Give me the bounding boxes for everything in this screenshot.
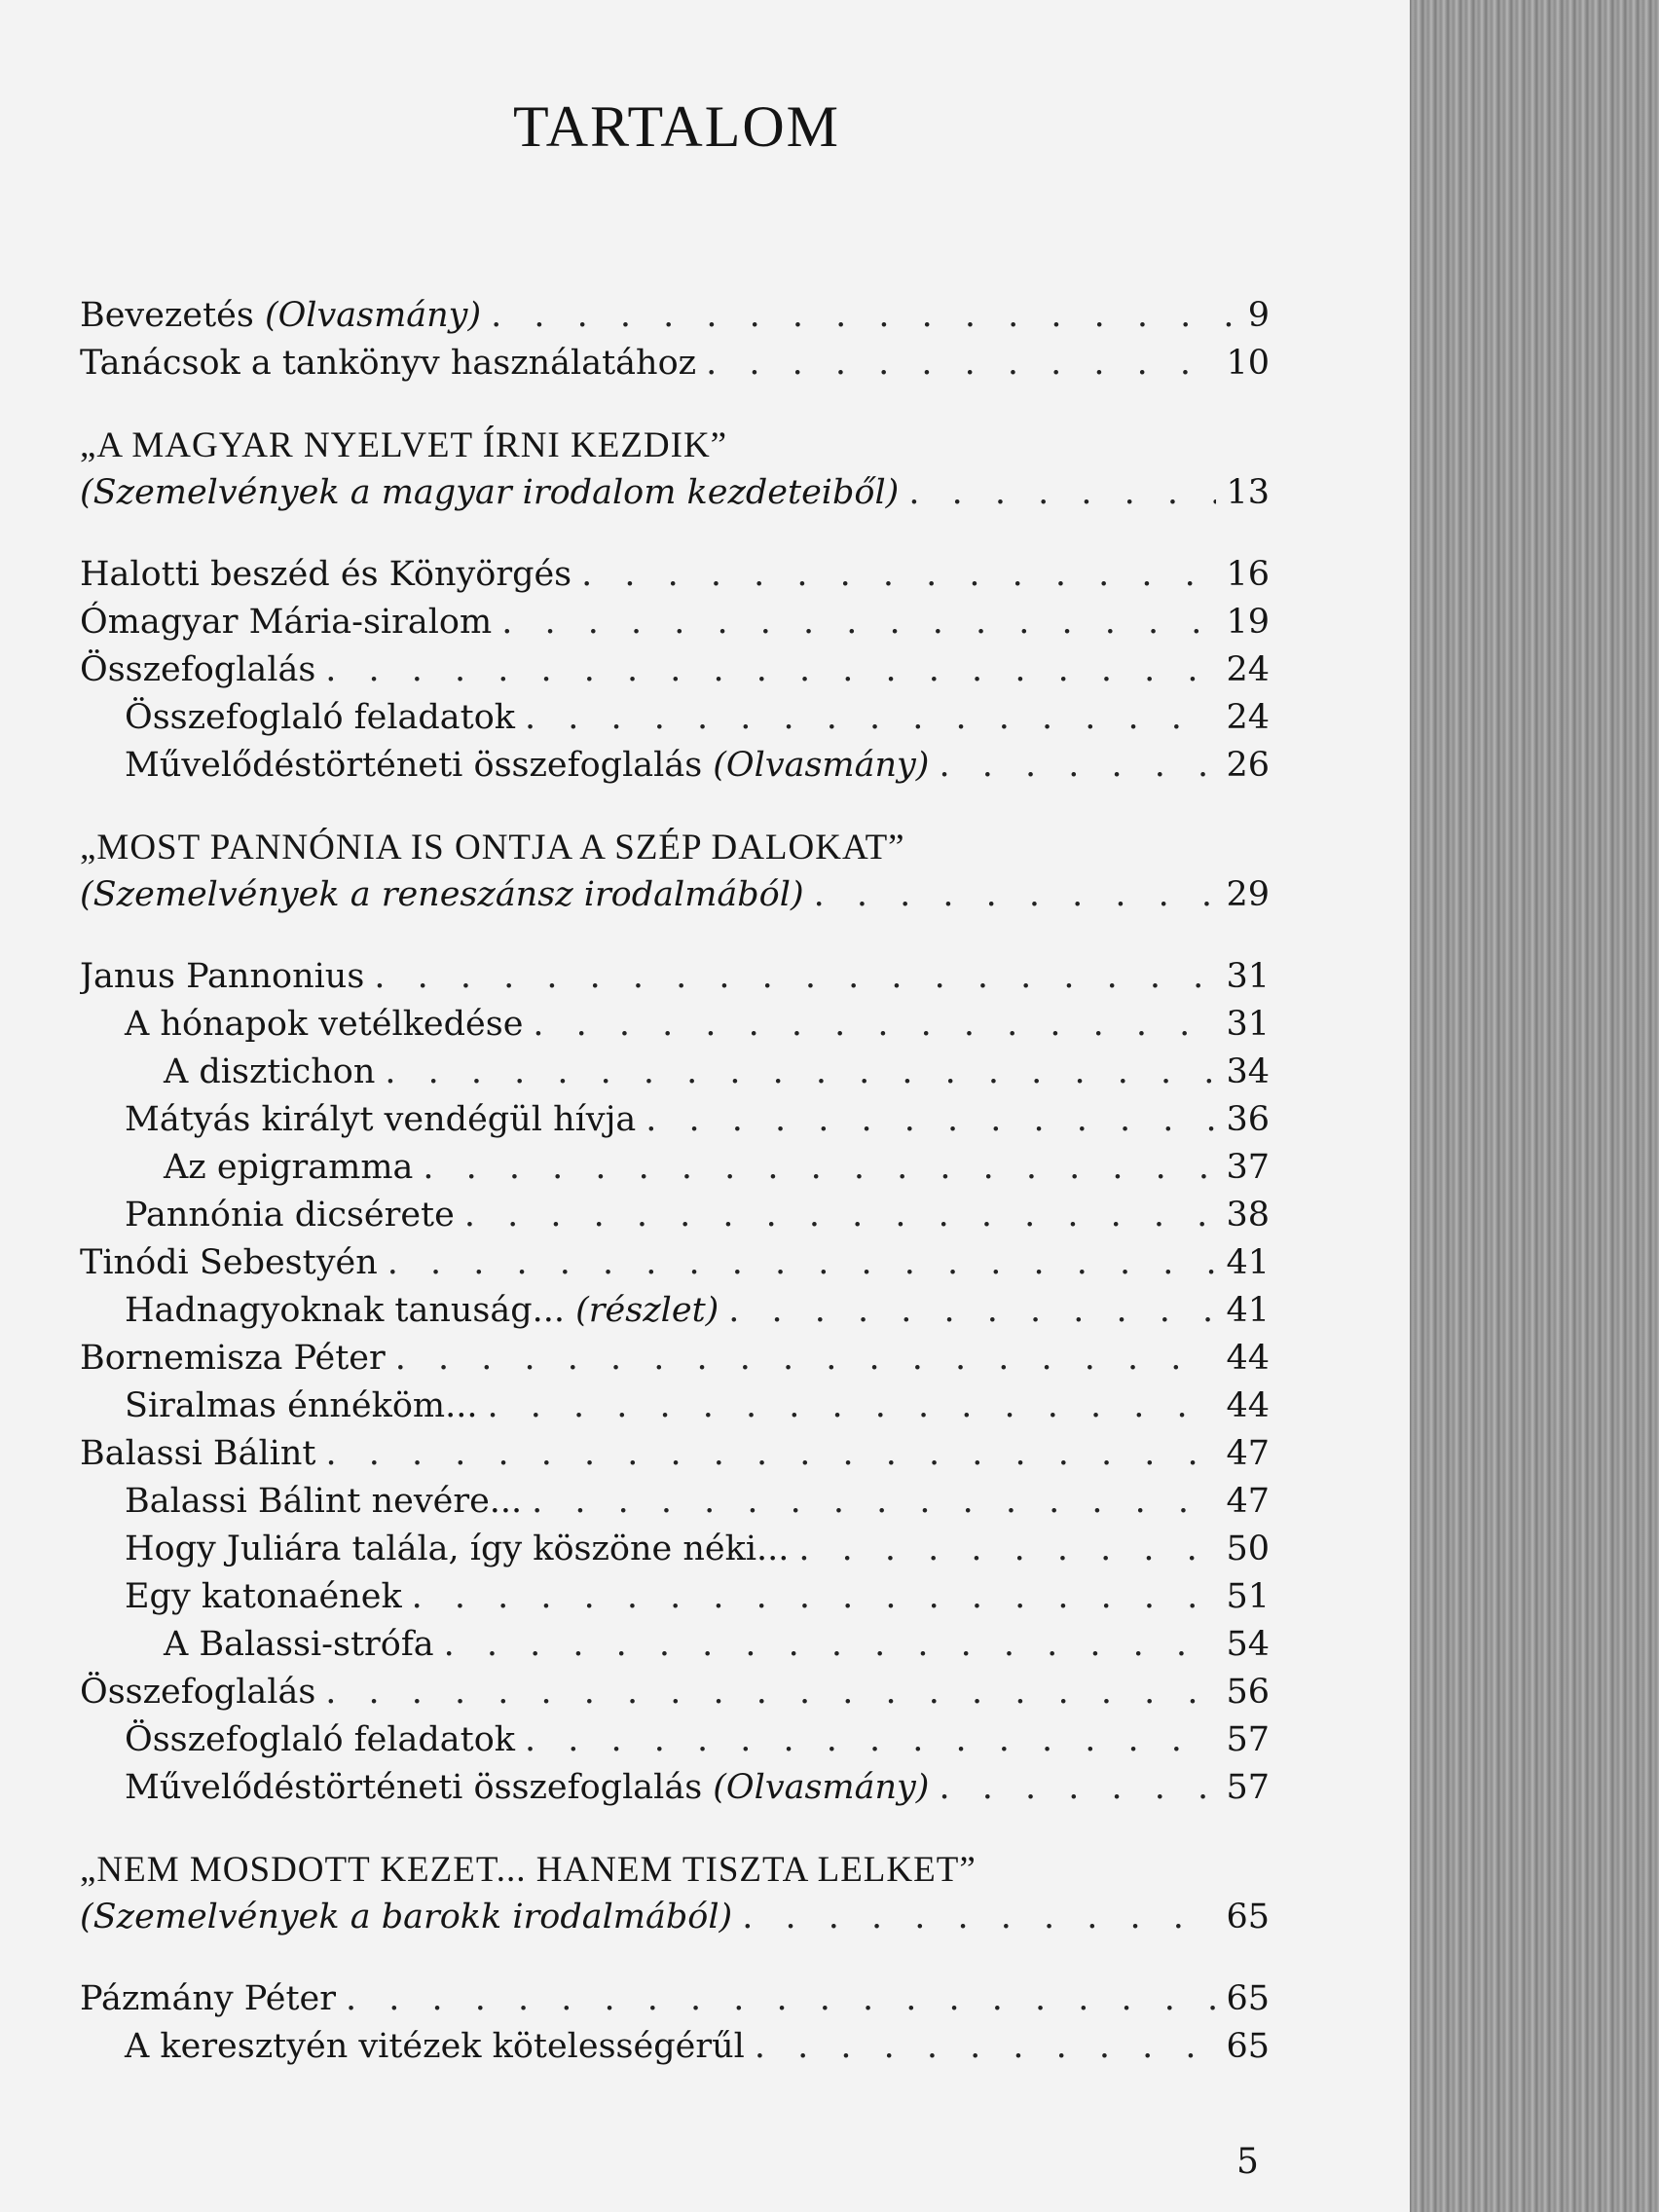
toc-entry-title	[125, 1478, 522, 1526]
book-edge	[1410, 0, 1659, 2212]
toc-entry-text: Siralmas énnéköm...	[125, 1386, 478, 1425]
toc-page-number: 51	[1226, 1577, 1270, 1616]
dot-leader	[755, 2023, 1217, 2071]
toc-entry	[80, 871, 1270, 919]
dot-leader	[444, 1621, 1217, 1669]
toc-entry-title	[80, 953, 364, 1001]
dot-leader	[939, 742, 1216, 790]
toc-entry-text: Összefoglalás	[80, 1673, 316, 1712]
toc-entry-title	[164, 1144, 413, 1192]
toc-page-number: 44	[1226, 1386, 1270, 1425]
toc-entry	[80, 1001, 1270, 1049]
toc-entry-text: Hogy Juliára talála, így köszöne néki...	[125, 1530, 790, 1568]
toc-entry	[80, 2023, 1270, 2071]
toc-entry-text: A hónapok vetélkedése	[125, 1005, 524, 1044]
toc-entry-title	[125, 1526, 789, 1573]
toc-entry-text: A Balassi-strófa	[164, 1625, 434, 1664]
toc-page-number: 10	[1226, 344, 1270, 383]
toc-page-number: 47	[1226, 1482, 1270, 1521]
toc-entry	[80, 1975, 1270, 2023]
toc-entry-title	[80, 1239, 378, 1287]
section-heading-text: „MOST PANNÓNIA IS ONTJA A SZÉP DALOKAT”	[80, 828, 905, 867]
toc-entry-title	[80, 646, 315, 694]
toc-page-number: 56	[1226, 1673, 1270, 1712]
toc-entry-text: Balassi Bálint nevére...	[125, 1482, 523, 1521]
toc-entry-italic: (Olvasmány)	[264, 296, 482, 335]
toc-entry-title	[125, 1382, 477, 1430]
toc-entry-text: A keresztyén vitézek kötelességérűl	[125, 2027, 745, 2066]
toc-entry	[80, 1526, 1270, 1573]
toc-page-number: 57	[1226, 1720, 1270, 1759]
toc-page-number: 57	[1226, 1768, 1270, 1807]
toc-entry-title	[125, 1716, 515, 1764]
toc-entry-text: Összefoglaló feladatok	[125, 1720, 515, 1759]
toc-entry-italic: (Olvasmány)	[713, 746, 930, 785]
toc-entry-title	[164, 1049, 375, 1096]
toc-page-number: 16	[1226, 555, 1270, 594]
toc-page-number: 31	[1226, 1005, 1270, 1044]
toc-page-number: 50	[1226, 1530, 1270, 1568]
toc-entry	[80, 1239, 1270, 1287]
toc-entry-italic: (Szemelvények a magyar irodalom kezdeteiből)	[80, 473, 900, 512]
toc-entry-text: Hadnagyoknak tanuság...	[125, 1291, 576, 1330]
toc-entry-text: Összefoglaló feladatok	[125, 698, 515, 737]
toc-entry-text: Művelődéstörténeti összefoglalás	[125, 746, 714, 785]
toc-entry	[80, 1764, 1270, 1812]
toc-entry-text: Összefoglalás	[80, 650, 316, 689]
toc-entry-title	[125, 1287, 719, 1335]
toc-entry	[80, 1192, 1270, 1239]
toc-entry	[80, 1894, 1270, 1941]
toc-entry-text: Pannónia dicsérete	[125, 1196, 455, 1235]
toc-entry	[80, 1573, 1270, 1621]
toc-entry	[80, 1335, 1270, 1382]
toc-entry-title	[80, 340, 696, 387]
toc-entry-text: Mátyás királyt vendégül hívja	[125, 1100, 637, 1139]
toc-entry-title	[125, 1764, 929, 1812]
section-heading	[80, 422, 1270, 469]
toc-entry-text: Balassi Bálint	[80, 1434, 316, 1473]
toc-entry-text: Pázmány Péter	[80, 1979, 336, 2018]
toc-entry-title	[80, 1430, 315, 1478]
toc-entry-title	[125, 1573, 402, 1621]
toc-entry-title	[80, 292, 481, 340]
toc-entry-title	[80, 871, 804, 919]
toc-entry	[80, 551, 1270, 599]
toc-entry-text: Janus Pannonius	[80, 957, 365, 996]
section-gap	[80, 1812, 1270, 1846]
section-heading	[80, 1846, 1270, 1894]
toc-page-number: 54	[1226, 1625, 1270, 1664]
toc-entry-title	[125, 1001, 523, 1049]
dot-leader	[798, 1526, 1216, 1573]
toc-page-number: 65	[1226, 1898, 1270, 1936]
toc-page-number: 44	[1226, 1339, 1270, 1378]
dot-leader	[395, 1335, 1217, 1382]
dot-leader	[491, 292, 1238, 340]
dot-leader	[581, 551, 1216, 599]
toc-entry	[80, 340, 1270, 387]
dot-leader	[325, 1430, 1216, 1478]
toc-entry-italic: (részlet)	[575, 1291, 719, 1330]
toc-page-number: 24	[1226, 650, 1270, 689]
toc-page-number: 41	[1226, 1291, 1270, 1330]
toc-page-number: 65	[1226, 2027, 1270, 2066]
toc-page-number: 37	[1226, 1148, 1270, 1187]
dot-leader	[325, 646, 1216, 694]
dot-leader	[814, 871, 1217, 919]
section-heading-text: „A MAGYAR NYELVET ÍRNI KEZDIK”	[80, 425, 728, 465]
dot-leader	[525, 1716, 1216, 1764]
toc-entry	[80, 469, 1270, 517]
toc-page-number: 38	[1226, 1196, 1270, 1235]
toc-entry-text: Bornemisza Péter	[80, 1339, 386, 1378]
dot-leader	[412, 1573, 1217, 1621]
toc-page-number: 29	[1226, 875, 1270, 914]
toc-entry	[80, 694, 1270, 742]
toc-entry-text: Egy katonaének	[125, 1577, 402, 1616]
toc-entry	[80, 1049, 1270, 1096]
dot-leader	[908, 469, 1216, 517]
dot-leader	[423, 1144, 1216, 1192]
toc-entry-title	[164, 1621, 434, 1669]
section-gap	[80, 790, 1270, 824]
toc-entry-title	[80, 469, 899, 517]
toc-entry-italic: (Olvasmány)	[713, 1768, 930, 1807]
dot-leader	[532, 1478, 1216, 1526]
toc-entry-text: Tinódi Sebestyén	[80, 1243, 378, 1282]
toc-entry	[80, 646, 1270, 694]
toc-page-number: 13	[1226, 473, 1270, 512]
toc-page-number: 34	[1226, 1052, 1270, 1091]
dot-leader	[387, 1239, 1217, 1287]
dot-leader	[487, 1382, 1216, 1430]
toc-page-number: 24	[1226, 698, 1270, 737]
toc-entry-text: Halotti beszéd és Könyörgés	[80, 555, 572, 594]
dot-leader	[385, 1049, 1216, 1096]
page-title: TARTALOM	[512, 94, 841, 159]
toc-entry-title	[80, 551, 571, 599]
toc-entry-title	[125, 2023, 745, 2071]
section-heading	[80, 824, 1270, 871]
dot-leader	[464, 1192, 1217, 1239]
toc-entry	[80, 1669, 1270, 1716]
toc-page-number: 31	[1226, 957, 1270, 996]
toc-entry-text: A disztichon	[164, 1052, 376, 1091]
toc-entry-text: Bevezetés	[80, 296, 265, 335]
toc-entry-title	[80, 1975, 336, 2023]
page-number: 5	[1236, 2142, 1259, 2182]
toc-entry	[80, 1382, 1270, 1430]
dot-leader	[374, 953, 1216, 1001]
toc-entry-title	[80, 599, 492, 646]
toc-page-number: 47	[1226, 1434, 1270, 1473]
toc-page-number: 26	[1226, 746, 1270, 785]
section-gap	[80, 1941, 1270, 1975]
dot-leader	[525, 694, 1216, 742]
toc-entry-italic: (Szemelvények a barokk irodalmából)	[80, 1898, 733, 1936]
toc-entry-title	[125, 1192, 455, 1239]
toc-entry-title	[80, 1669, 315, 1716]
dot-leader	[728, 1287, 1216, 1335]
dot-leader	[325, 1669, 1216, 1716]
toc-entry	[80, 1096, 1270, 1144]
toc-entry-title	[80, 1894, 732, 1941]
dot-leader	[533, 1001, 1216, 1049]
toc-entry-title	[80, 1335, 386, 1382]
toc-entry-text: Tanácsok a tankönyv használatához	[80, 344, 697, 383]
section-heading-text: „NEM MOSDOTT KEZET... HANEM TISZTA LELKET”	[80, 1850, 977, 1890]
toc-entry-text: Művelődéstörténeti összefoglalás	[125, 1768, 714, 1807]
toc-entry	[80, 1621, 1270, 1669]
toc-entry	[80, 292, 1270, 340]
dot-leader	[939, 1764, 1216, 1812]
section-gap	[80, 517, 1270, 551]
toc-page-number: 9	[1247, 296, 1270, 335]
toc-page-number: 41	[1226, 1243, 1270, 1282]
toc-entry-title	[125, 1096, 636, 1144]
toc-entry-text: Ómagyar Mária-siralom	[80, 603, 493, 642]
toc-entry	[80, 1716, 1270, 1764]
toc-entry	[80, 1430, 1270, 1478]
toc-entry	[80, 599, 1270, 646]
toc-entry-title	[125, 694, 515, 742]
dot-leader	[706, 340, 1216, 387]
dot-leader	[645, 1096, 1216, 1144]
toc-entry	[80, 742, 1270, 790]
toc-entry	[80, 1287, 1270, 1335]
toc-entry	[80, 1144, 1270, 1192]
toc-page-number: 36	[1226, 1100, 1270, 1139]
table-of-contents	[80, 292, 1270, 2071]
dot-leader	[742, 1894, 1216, 1941]
toc-entry	[80, 953, 1270, 1001]
toc-page-number: 19	[1226, 603, 1270, 642]
toc-entry-text: Az epigramma	[164, 1148, 414, 1187]
toc-entry	[80, 1478, 1270, 1526]
dot-leader	[501, 599, 1216, 646]
toc-entry-italic: (Szemelvények a reneszánsz irodalmából)	[80, 875, 804, 914]
toc-entry-title	[125, 742, 929, 790]
section-gap	[80, 387, 1270, 422]
section-gap	[80, 919, 1270, 953]
toc-page-number: 65	[1226, 1979, 1270, 2018]
dot-leader	[346, 1975, 1216, 2023]
